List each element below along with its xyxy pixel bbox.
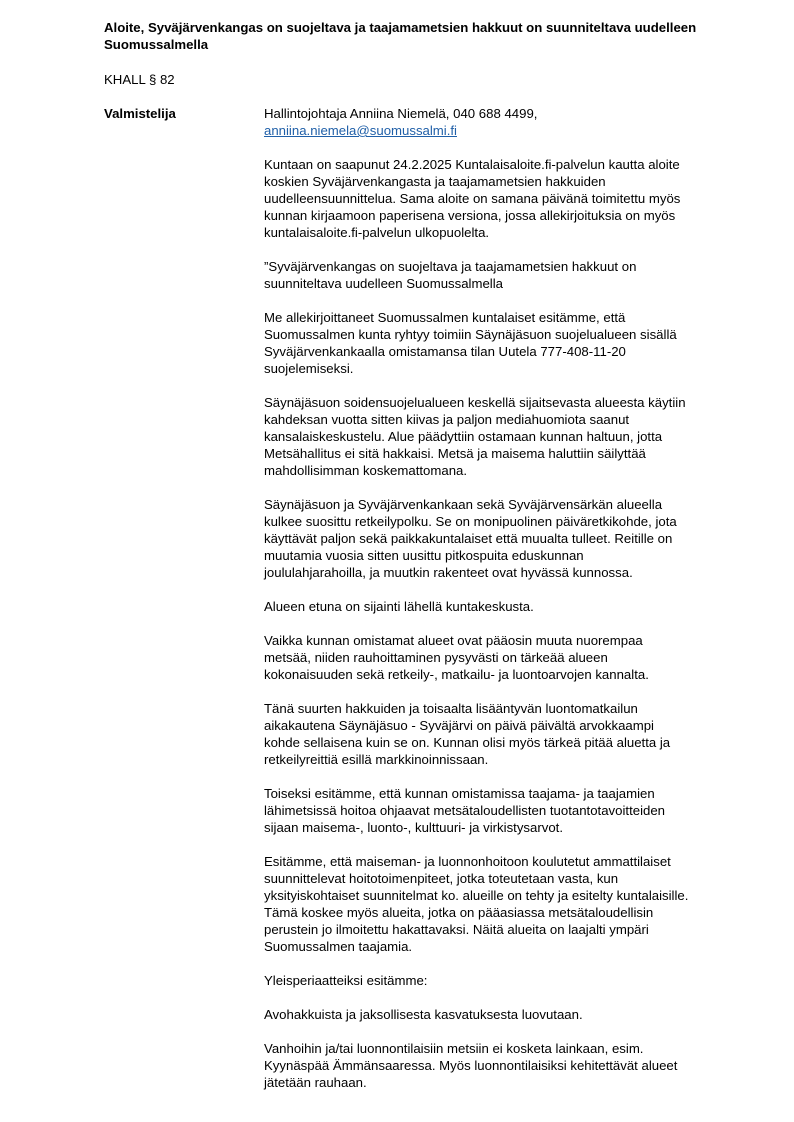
document-body: [264, 105, 742, 1108]
preparer-label: Valmistelija: [104, 106, 176, 121]
preparer-contact-text: Hallintojohtaja Anniina Niemelä, 040 688 4499,: [264, 106, 538, 121]
paragraph: Kuntaan on saapunut 24.2.2025 Kuntalaisaloite.fi-palvelun kautta aloite koskien Syväjärvenkangasta ja taajamametsien hakkuiden uudelleensuunnittelua. Sama aloite on samana päivänä toimitettu myös kunnan kirjaamoon paperisena versiona, jossa allekirjoituksia on myös kuntalaisaloite.fi-palvelun ulkopuolelta.: [264, 157, 681, 240]
paragraph: Alueen etuna on sijainti lähellä kuntakeskusta.: [264, 599, 534, 614]
paragraph: ”Syväjärvenkangas on suojeltava ja taajamametsien hakkuut on suunniteltava uudelleen Suomussalmella: [264, 259, 637, 291]
paragraph: Toiseksi esitämme, että kunnan omistamissa taajama- ja taajamien lähimetsissä hoitoa ohjaavat metsätaloudellisten tuotantotavoitteiden sijaan maisema-, luonto-, kulttuuri- ja virkistysarvot.: [264, 786, 666, 835]
preparer-contact: [264, 105, 742, 139]
paragraph: Esitämme, että maiseman- ja luonnonhoitoon koulutetut ammattilaiset suunnittelevat hoitotoimenpiteet, jotka toteutetaan vasta, kun yksityiskohtaiset suunnitelmat ko. alueille on tehty ja esitelty kuntalaisille. Tämä koskee myös alueita, jotka on pääasiassa metsätaloudellisin perustein jo ilmoitettu hakattavaksi. Näitä alueita on laajalti ympäri Suomussalmen taajamia.: [264, 854, 689, 954]
paragraph: Tänä suurten hakkuiden ja toisaalta lisääntyvän luontomatkailun aikakautena Säynäjäsuo - Syväjärvi on päivä päivältä arvokkaampi kohde sellaisena kuin se on. Kunnan olisi myös tärkeä pitää aluetta ja retkeilyreittiä esillä markkinoinnissaan.: [264, 701, 671, 767]
paragraph: Säynäjäsuon ja Syväjärvenkankaan sekä Syväjärvensärkän alueella kulkee suosittu retkeilypolku. Se on monipuolinen päiväretkikohde, jota käyttävät paljon sekä paikkakuntalaiset että muualta tulleet. Reitille on muutamia vuosia sitten uusittu pitkospuita eduskunnan joululahjarahoilla, ja muutkin rakenteet ovat hyvässä kunnossa.: [264, 497, 677, 580]
paragraph: Säynäjäsuon soidensuojelualueen keskellä sijaitsevasta alueesta käytiin kahdeksan vuotta sitten kiivas ja paljon mediahuomiota saanut kansalaiskeskustelu. Alue päädyttiin ostamaan kunnan haltuun, jotta Metsähallitus ei sitä hakkaisi. Metsä ja maisema haluttiin säilyttää mahdollisimman koskemattomana.: [264, 395, 686, 478]
paragraph: Me allekirjoittaneet Suomussalmen kuntalaiset esitämme, että Suomussalmen kunta ryhtyy toimiin Säynäjäsuon suojelualueen sisällä Syväjärvenkankaalla omistamansa tilan Uutela 777-408-11-20 suojelemiseksi.: [264, 310, 677, 376]
document-title: Aloite, Syväjärvenkangas on suojeltava ja taajamametsien hakkuut on suunniteltava uudelleen Suomussalmella: [104, 20, 697, 52]
section-reference: KHALL § 82: [104, 72, 175, 87]
paragraph: Avohakkuista ja jaksollisesta kasvatuksesta luovutaan.: [264, 1007, 583, 1022]
paragraph: Yleisperiaatteiksi esitämme:: [264, 973, 428, 988]
preparer-email-link[interactable]: anniina.niemela@suomussalmi.fi: [264, 123, 457, 138]
paragraph: Vanhoihin ja/tai luonnontilaisiin metsiin ei kosketa lainkaan, esim. Kyynäspää Ämmänsaaressa. Myös luonnontilaisiksi kehitettävät alueet jätetään rauhaan.: [264, 1041, 678, 1090]
paragraph: Vaikka kunnan omistamat alueet ovat pääosin muuta nuorempaa metsää, niiden rauhoittaminen pysyvästi on tärkeää alueen kokonaisuuden sekä retkeily-, matkailu- ja luontoarvojen kannalta.: [264, 633, 649, 682]
